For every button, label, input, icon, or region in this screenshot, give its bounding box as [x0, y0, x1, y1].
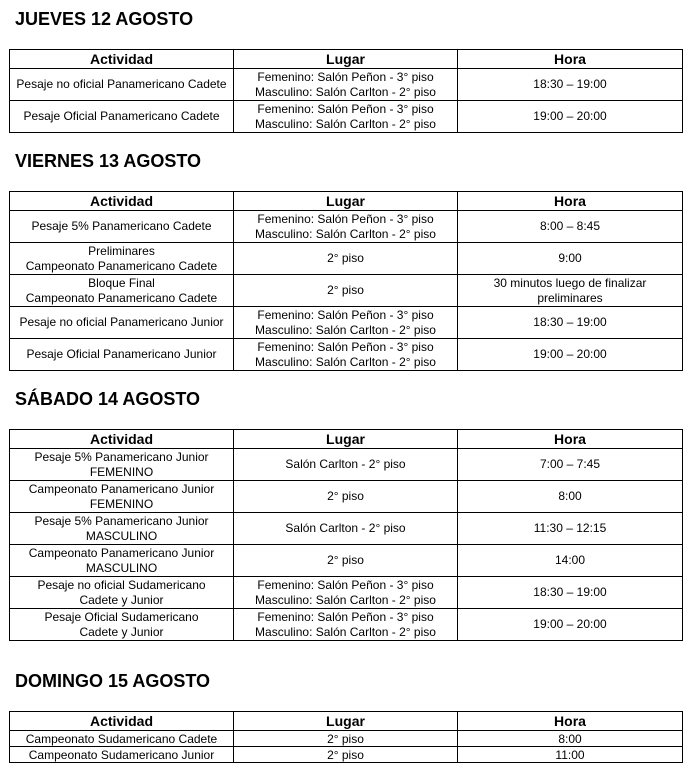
- cell-text: FEMENINO: [89, 464, 154, 479]
- table-row: [10, 449, 683, 481]
- cell-text: Salón Carlton - 2° piso: [285, 457, 406, 471]
- cell-text: 8:00: [558, 731, 582, 746]
- cell-text: Bloque Final: [88, 275, 155, 290]
- header-actividad: Actividad: [10, 192, 234, 211]
- cell-hora: [458, 481, 683, 513]
- cell-text: Femenino: Salón Peñon - 3° piso: [257, 339, 434, 354]
- table-body: [10, 211, 683, 371]
- cell-text: Pesaje Oficial Panamericano Cadete: [23, 109, 220, 123]
- cell-hora: [458, 731, 683, 747]
- table-row: [10, 339, 683, 371]
- header-lugar: Lugar: [234, 192, 458, 211]
- cell-lugar: [234, 101, 458, 133]
- schedule-table: [9, 49, 683, 133]
- cell-hora: [458, 747, 683, 763]
- cell-hora: [458, 545, 683, 577]
- table-row: [10, 101, 683, 133]
- cell-hora: [458, 513, 683, 545]
- cell-hora: [458, 307, 683, 339]
- cell-text: Preliminares: [88, 243, 155, 258]
- cell-text: 14:00: [554, 553, 586, 567]
- cell-lugar: [234, 481, 458, 513]
- cell-text: Pesaje 5% Panamericano Junior: [34, 449, 209, 464]
- cell-text: 8:00 – 8:45: [539, 219, 601, 233]
- cell-text: Masculino: Salón Carlton - 2° piso: [255, 624, 436, 639]
- cell-text: Pesaje 5% Panamericano Cadete: [31, 219, 212, 233]
- cell-text: Campeonato Sudamericano Junior: [28, 747, 215, 762]
- cell-text: Pesaje Oficial Sudamericano: [44, 609, 199, 624]
- cell-hora: [458, 609, 683, 641]
- cell-lugar: [234, 69, 458, 101]
- cell-text: 9:00: [558, 251, 582, 265]
- cell-text: 18:30 – 19:00: [533, 77, 607, 91]
- cell-text: 30 minutos luego de finalizar: [493, 275, 647, 290]
- cell-text: 19:00 – 20:00: [533, 109, 607, 123]
- cell-text: Campeonato Panamericano Junior: [28, 545, 215, 560]
- cell-text: Cadete y Junior: [79, 624, 164, 639]
- cell-text: Femenino: Salón Peñon - 3° piso: [257, 101, 434, 116]
- cell-text: MASCULINO: [85, 560, 158, 575]
- cell-text: Masculino: Salón Carlton - 2° piso: [255, 226, 436, 241]
- table-row: [10, 577, 683, 609]
- cell-text: MASCULINO: [85, 528, 158, 543]
- day-title: VIERNES 13 AGOSTO: [15, 151, 202, 171]
- cell-hora: [458, 339, 683, 371]
- cell-text: Femenino: Salón Peñon - 3° piso: [257, 307, 434, 322]
- table-body: [10, 731, 683, 763]
- cell-actividad: [10, 513, 234, 545]
- cell-actividad: [10, 609, 234, 641]
- cell-text: 2° piso: [327, 553, 364, 567]
- header-lugar: Lugar: [234, 430, 458, 449]
- cell-actividad: [10, 747, 234, 763]
- table-row: [10, 275, 683, 307]
- header-hora: Hora: [458, 192, 683, 211]
- day-title: DOMINGO 15 AGOSTO: [15, 671, 211, 691]
- cell-text: Femenino: Salón Peñon - 3° piso: [257, 69, 434, 84]
- cell-text: Campeonato Panamericano Junior: [28, 481, 215, 496]
- cell-actividad: [10, 211, 234, 243]
- header-hora: Hora: [458, 50, 683, 69]
- cell-text: Masculino: Salón Carlton - 2° piso: [255, 592, 436, 607]
- cell-lugar: [234, 747, 458, 763]
- cell-text: Femenino: Salón Peñon - 3° piso: [257, 211, 434, 226]
- header-hora: Hora: [458, 712, 683, 731]
- cell-text: Campeonato Panamericano Cadete: [25, 258, 218, 273]
- day-title: SÁBADO 14 AGOSTO: [15, 389, 201, 409]
- table-row: [10, 243, 683, 275]
- table-row: [10, 69, 683, 101]
- cell-text: Femenino: Salón Peñon - 3° piso: [257, 609, 434, 624]
- cell-text: Masculino: Salón Carlton - 2° piso: [255, 354, 436, 369]
- cell-lugar: [234, 339, 458, 371]
- cell-hora: [458, 101, 683, 133]
- cell-text: Pesaje Oficial Panamericano Junior: [26, 347, 217, 361]
- cell-text: Salón Carlton - 2° piso: [285, 521, 406, 535]
- header-hora: Hora: [458, 430, 683, 449]
- day-title: JUEVES 12 AGOSTO: [15, 9, 194, 29]
- table-row: [10, 545, 683, 577]
- cell-actividad: [10, 731, 234, 747]
- cell-actividad: [10, 481, 234, 513]
- cell-text: 11:00: [555, 747, 585, 762]
- table-body: [10, 449, 683, 641]
- cell-text: Pesaje no oficial Panamericano Cadete: [16, 77, 227, 91]
- cell-text: 19:00 – 20:00: [533, 617, 607, 631]
- cell-actividad: [10, 545, 234, 577]
- cell-lugar: [234, 731, 458, 747]
- cell-lugar: [234, 577, 458, 609]
- cell-hora: [458, 449, 683, 481]
- cell-actividad: [10, 275, 234, 307]
- cell-hora: [458, 243, 683, 275]
- cell-lugar: [234, 449, 458, 481]
- header-lugar: Lugar: [234, 50, 458, 69]
- table-row: [10, 747, 683, 763]
- cell-text: Masculino: Salón Carlton - 2° piso: [255, 322, 436, 337]
- schedule-table: [9, 191, 683, 371]
- table-row: [10, 609, 683, 641]
- table-row: [10, 307, 683, 339]
- cell-text: Femenino: Salón Peñon - 3° piso: [257, 577, 434, 592]
- cell-actividad: [10, 307, 234, 339]
- table-body: [10, 69, 683, 133]
- cell-text: Pesaje no oficial Sudamericano: [37, 577, 206, 592]
- cell-text: 8:00: [558, 489, 582, 503]
- cell-actividad: [10, 339, 234, 371]
- cell-text: FEMENINO: [89, 496, 154, 511]
- cell-text: 18:30 – 19:00: [533, 315, 607, 329]
- cell-actividad: [10, 449, 234, 481]
- cell-text: Cadete y Junior: [79, 592, 164, 607]
- table-row: [10, 731, 683, 747]
- cell-lugar: [234, 211, 458, 243]
- cell-text: Pesaje 5% Panamericano Junior: [34, 513, 209, 528]
- cell-text: 18:30 – 19:00: [533, 585, 607, 599]
- cell-lugar: [234, 609, 458, 641]
- cell-actividad: [10, 101, 234, 133]
- cell-lugar: [234, 243, 458, 275]
- header-actividad: Actividad: [10, 712, 234, 731]
- header-lugar: Lugar: [234, 712, 458, 731]
- cell-actividad: [10, 577, 234, 609]
- cell-text: 7:00 – 7:45: [539, 457, 601, 471]
- cell-text: 19:00 – 20:00: [533, 347, 607, 361]
- cell-text: 2° piso: [327, 489, 364, 503]
- cell-text: Masculino: Salón Carlton - 2° piso: [255, 84, 436, 99]
- table-row: [10, 513, 683, 545]
- cell-lugar: [234, 513, 458, 545]
- cell-hora: [458, 275, 683, 307]
- cell-lugar: [234, 275, 458, 307]
- cell-hora: [458, 577, 683, 609]
- table-row: [10, 481, 683, 513]
- table-row: [10, 211, 683, 243]
- cell-text: Campeonato Panamericano Cadete: [25, 290, 218, 305]
- cell-text: 2° piso: [327, 283, 364, 297]
- schedule-table: [9, 429, 683, 641]
- schedule-table: [9, 711, 683, 763]
- cell-text: 11:30 – 12:15: [533, 521, 607, 535]
- cell-text: 2° piso: [327, 251, 364, 265]
- cell-text: Pesaje no oficial Panamericano Junior: [19, 315, 224, 329]
- cell-actividad: [10, 243, 234, 275]
- cell-text: Masculino: Salón Carlton - 2° piso: [255, 116, 436, 131]
- header-actividad: Actividad: [10, 430, 234, 449]
- cell-text: 2° piso: [327, 747, 364, 762]
- cell-text: Campeonato Sudamericano Cadete: [25, 731, 218, 746]
- cell-lugar: [234, 545, 458, 577]
- cell-text: 2° piso: [327, 731, 364, 746]
- cell-text: preliminares: [537, 290, 603, 305]
- header-actividad: Actividad: [10, 50, 234, 69]
- cell-actividad: [10, 69, 234, 101]
- cell-hora: [458, 211, 683, 243]
- cell-hora: [458, 69, 683, 101]
- cell-lugar: [234, 307, 458, 339]
